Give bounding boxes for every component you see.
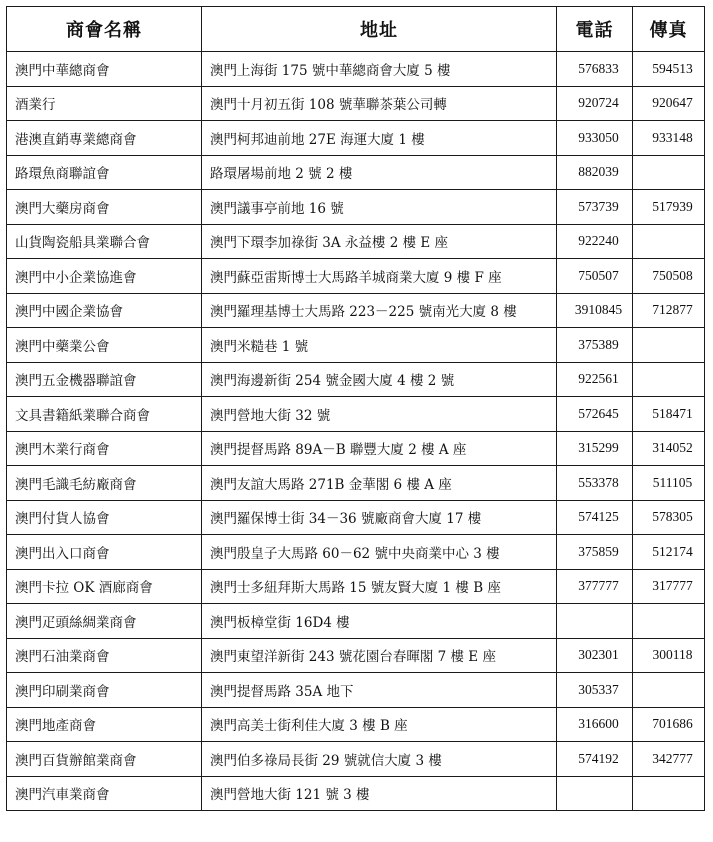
table-row (7, 259, 705, 294)
address-cell: 澳門柯邦迪前地 27E 海運大廈 1 樓 (202, 121, 557, 156)
address-cell: 澳門提督馬路 89A－B 聯豐大廈 2 樓 A 座 (202, 431, 557, 466)
chamber-name-cell: 山貨陶瓷船具業聯合會 (7, 224, 202, 259)
tel-cell: 576833 (557, 52, 633, 87)
chamber-name-cell: 澳門中小企業協進會 (7, 259, 202, 294)
header-tel: 電話 (557, 7, 633, 52)
directory-page (6, 6, 704, 811)
tel-cell: 922561 (557, 362, 633, 397)
address-cell: 澳門蘇亞雷斯博士大馬路羊城商業大廈 9 樓 F 座 (202, 259, 557, 294)
address-cell: 澳門海邊新街 254 號金國大廈 4 樓 2 號 (202, 362, 557, 397)
chamber-name-cell: 酒業行 (7, 86, 202, 121)
table-row (7, 535, 705, 570)
fax-cell: 300118 (633, 638, 705, 673)
chamber-name-cell: 港澳直銷專業總商會 (7, 121, 202, 156)
tel-cell: 302301 (557, 638, 633, 673)
table-row (7, 328, 705, 363)
fax-cell: 750508 (633, 259, 705, 294)
tel-cell: 573739 (557, 190, 633, 225)
tel-cell: 922240 (557, 224, 633, 259)
fax-cell: 517939 (633, 190, 705, 225)
address-cell: 澳門高美士街利佳大廈 3 樓 B 座 (202, 707, 557, 742)
chamber-name-cell: 澳門汽車業商會 (7, 776, 202, 811)
chamber-name-cell: 澳門木業行商會 (7, 431, 202, 466)
fax-cell: 518471 (633, 397, 705, 432)
address-cell: 澳門議事亭前地 16 號 (202, 190, 557, 225)
table-row (7, 500, 705, 535)
address-cell: 澳門士多紐拜斯大馬路 15 號友賢大廈 1 樓 B 座 (202, 569, 557, 604)
fax-cell (633, 155, 705, 190)
tel-cell (557, 604, 633, 639)
table-row (7, 362, 705, 397)
fax-cell (633, 776, 705, 811)
header-row (7, 7, 705, 52)
address-cell: 澳門東望洋新街 243 號花園台春暉閣 7 樓 E 座 (202, 638, 557, 673)
address-cell: 澳門提督馬路 35A 地下 (202, 673, 557, 708)
fax-cell (633, 673, 705, 708)
fax-cell: 512174 (633, 535, 705, 570)
chamber-directory-table (6, 6, 705, 811)
fax-cell: 578305 (633, 500, 705, 535)
tel-cell: 574192 (557, 742, 633, 777)
tel-cell: 316600 (557, 707, 633, 742)
chamber-name-cell: 澳門出入口商會 (7, 535, 202, 570)
tel-cell: 920724 (557, 86, 633, 121)
fax-cell: 933148 (633, 121, 705, 156)
table-row (7, 569, 705, 604)
fax-cell: 314052 (633, 431, 705, 466)
tel-cell: 933050 (557, 121, 633, 156)
address-cell: 澳門營地大街 121 號 3 樓 (202, 776, 557, 811)
address-cell: 澳門十月初五街 108 號華聯茶葉公司轉 (202, 86, 557, 121)
tel-cell: 377777 (557, 569, 633, 604)
tel-cell: 375859 (557, 535, 633, 570)
fax-cell: 317777 (633, 569, 705, 604)
tel-cell: 750507 (557, 259, 633, 294)
table-row (7, 604, 705, 639)
fax-cell: 511105 (633, 466, 705, 501)
address-cell: 澳門殷皇子大馬路 60－62 號中央商業中心 3 樓 (202, 535, 557, 570)
chamber-name-cell: 澳門中國企業協會 (7, 293, 202, 328)
chamber-name-cell: 澳門百貨辦館業商會 (7, 742, 202, 777)
table-row (7, 121, 705, 156)
fax-cell: 920647 (633, 86, 705, 121)
table-row (7, 707, 705, 742)
fax-cell (633, 362, 705, 397)
chamber-name-cell: 文具書籍紙業聯合商會 (7, 397, 202, 432)
header-name: 商會名稱 (7, 7, 202, 52)
chamber-name-cell: 澳門疋頭絲綢業商會 (7, 604, 202, 639)
chamber-name-cell: 澳門卡拉 OK 酒廊商會 (7, 569, 202, 604)
chamber-name-cell: 澳門印刷業商會 (7, 673, 202, 708)
header-address: 地址 (202, 7, 557, 52)
table-row (7, 776, 705, 811)
chamber-name-cell: 澳門毛識毛紡廠商會 (7, 466, 202, 501)
address-cell: 澳門米糙巷 1 號 (202, 328, 557, 363)
tel-cell: 305337 (557, 673, 633, 708)
table-row (7, 673, 705, 708)
tel-cell: 375389 (557, 328, 633, 363)
address-cell: 澳門板樟堂街 16D4 樓 (202, 604, 557, 639)
table-row (7, 86, 705, 121)
header-fax: 傳真 (633, 7, 705, 52)
table-row (7, 155, 705, 190)
table-row (7, 293, 705, 328)
fax-cell: 594513 (633, 52, 705, 87)
tel-cell (557, 776, 633, 811)
table-row (7, 742, 705, 777)
chamber-name-cell: 澳門大藥房商會 (7, 190, 202, 225)
address-cell: 澳門營地大街 32 號 (202, 397, 557, 432)
chamber-name-cell: 澳門地產商會 (7, 707, 202, 742)
address-cell: 澳門羅保博士街 34－36 號廠商會大廈 17 樓 (202, 500, 557, 535)
tel-cell: 3910845 (557, 293, 633, 328)
address-cell: 澳門上海街 175 號中華總商會大廈 5 樓 (202, 52, 557, 87)
table-row (7, 224, 705, 259)
address-cell: 澳門伯多祿局長街 29 號就信大廈 3 樓 (202, 742, 557, 777)
chamber-name-cell: 澳門五金機器聯誼會 (7, 362, 202, 397)
table-row (7, 190, 705, 225)
fax-cell: 701686 (633, 707, 705, 742)
table-row (7, 397, 705, 432)
table-row (7, 466, 705, 501)
fax-cell (633, 604, 705, 639)
fax-cell: 342777 (633, 742, 705, 777)
tel-cell: 882039 (557, 155, 633, 190)
address-cell: 路環屠場前地 2 號 2 樓 (202, 155, 557, 190)
address-cell: 澳門友誼大馬路 271B 金華閣 6 樓 A 座 (202, 466, 557, 501)
chamber-name-cell: 路環魚商聯誼會 (7, 155, 202, 190)
fax-cell (633, 328, 705, 363)
tel-cell: 553378 (557, 466, 633, 501)
tel-cell: 574125 (557, 500, 633, 535)
chamber-name-cell: 澳門石油業商會 (7, 638, 202, 673)
chamber-name-cell: 澳門中華總商會 (7, 52, 202, 87)
tel-cell: 572645 (557, 397, 633, 432)
fax-cell: 712877 (633, 293, 705, 328)
fax-cell (633, 224, 705, 259)
table-row (7, 431, 705, 466)
table-row (7, 638, 705, 673)
chamber-name-cell: 澳門中藥業公會 (7, 328, 202, 363)
address-cell: 澳門羅理基博士大馬路 223－225 號南光大廈 8 樓 (202, 293, 557, 328)
tel-cell: 315299 (557, 431, 633, 466)
table-row (7, 52, 705, 87)
address-cell: 澳門下環李加祿街 3A 永益樓 2 樓 E 座 (202, 224, 557, 259)
chamber-name-cell: 澳門付貨人協會 (7, 500, 202, 535)
